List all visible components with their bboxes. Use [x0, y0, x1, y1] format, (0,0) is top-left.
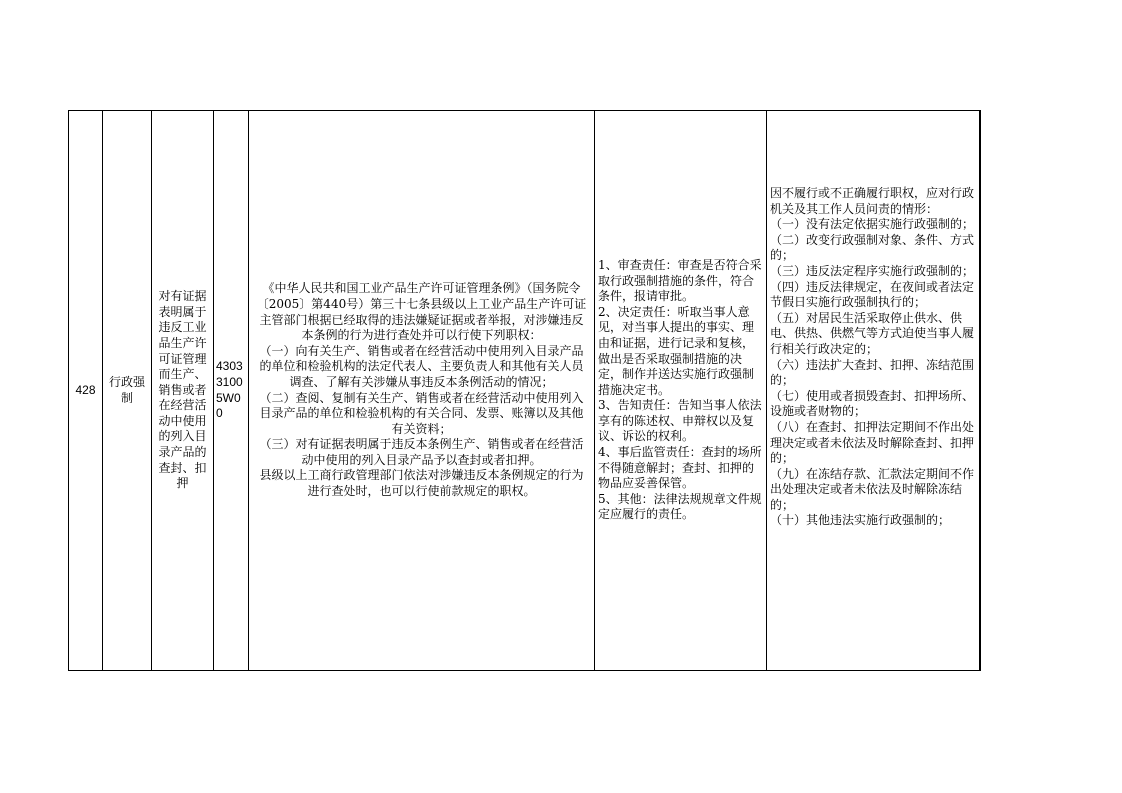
- responsibility-item: 2、决定责任：听取当事人意见，对当事人提出的事实、理由和证据，进行记录和复核，做出是否采取强制措施的决定，制作并送达实施行政强制措施决定书。: [598, 304, 755, 397]
- legal-basis: [249, 111, 595, 671]
- table-row: [69, 111, 981, 671]
- power-type: 行政强制: [103, 111, 152, 671]
- responsibility-item: 1、审查责任：审查是否符合采取行政强制措施的条件，符合条件，报请审批。: [598, 257, 762, 304]
- basis-paragraph: 《中华人民共和国工业产品生产许可证管理条例》（国务院令〔2005〕第440号）第三十七条县级以上工业产品生产许可证主管部门根据已经取得的违法嫌疑证据或者举报，对涉嫌违反本条例的行为进行查处并可以行使下列职权：: [256, 281, 587, 343]
- accountability-item: （一）没有法定依据实施行政强制的；: [770, 217, 975, 232]
- accountability-item: （五）对居民生活采取停止供水、供电、供热、供燃气等方式迫使当事人履行相关行政决定的；: [770, 310, 975, 356]
- accountability-item: （七）使用或者损毁查封、扣押场所、设施或者财物的；: [770, 388, 975, 419]
- accountability-item: （十）其他违法实施行政强制的；: [770, 513, 951, 528]
- power-list-table: [68, 110, 981, 671]
- row-number: 428: [69, 111, 103, 671]
- accountability-item: （八）在查封、扣押法定期间不作出处理决定或者未依法及时解除查封、扣押的；: [770, 419, 975, 466]
- responsibility-items: [595, 111, 767, 671]
- item-code: 43033100 5W00: [214, 111, 249, 671]
- basis-paragraph: 县级以上工商行政管理部门依法对涉嫌违反本条例规定的行为进行查处时，也可以行使前款规定的职权。: [259, 468, 584, 499]
- responsibility-item: 3、告知责任：告知当事人依法享有的陈述权、申辩权以及复议、诉讼的权利。: [598, 398, 762, 444]
- accountability-item: （二）改变行政强制对象、条件、方式的；: [770, 232, 975, 263]
- accountability-cases: [767, 111, 980, 671]
- accountability-item: （四）违反法律规定，在夜间或者法定节假日实施行政强制执行的；: [770, 279, 975, 310]
- accountability-item: （三）违反法定程序实施行政强制的；: [770, 263, 975, 278]
- accountability-item: （六）违法扩大查封、扣押、冻结范围的；: [770, 357, 975, 388]
- basis-paragraph: （二）查阅、复制有关生产、销售或者在经营活动中使用列入目录产品的单位和检验机构的有关合同、发票、账簿以及其他有关资料；: [259, 390, 584, 436]
- basis-paragraph: （一）向有关生产、销售或者在经营活动中使用列入目录产品的单位和检验机构的法定代表人、主要负责人和其他有关人员调查、了解有关涉嫌从事违反本条例活动的情况；: [259, 343, 584, 389]
- responsibility-item: 4、事后监管责任：查封的场所不得随意解封；查封、扣押的物品应妥善保管。: [598, 445, 762, 491]
- responsibility-item: 5、其他：法律法规规章文件规定应履行的责任。: [598, 491, 762, 522]
- accountability-item: （九）在冻结存款、汇款法定期间不作出处理决定或者未依法及时解除冻结的；: [770, 466, 975, 512]
- item-name: 对有证据表明属于违反工业品生产许可证管理而生产、销售或者在经营活动中使用的列入目录产品的查封、扣押: [152, 111, 214, 671]
- basis-paragraph: （三）对有证据表明属于违反本条例生产、销售或者在经营活动中使用的列入目录产品予以查封或者扣押。: [259, 437, 584, 467]
- dotted-border: [980, 110, 981, 671]
- accountability-item: 因不履行或不正确履行职权，应对行政机关及其工作人员问责的情形：: [770, 186, 975, 216]
